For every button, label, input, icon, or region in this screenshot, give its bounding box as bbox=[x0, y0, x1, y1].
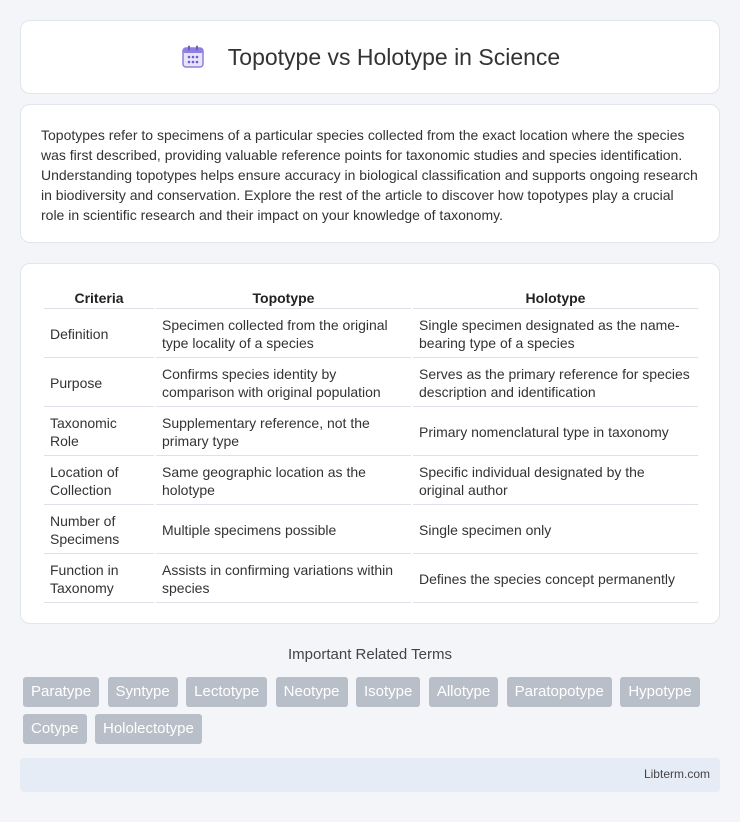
intro-text: Topotypes refer to specimens of a particular species collected from the exact location where the species was first described, providing valuable reference points for taxonomic studies and species identification. Understanding topotypes helps ensure accuracy in biological classification and supports ongoing research in biodiversity and conservation. Explore the rest of the article to discover how topotypes play a crucial role in scientific research and their impact on your knowledge of taxonomy. bbox=[41, 127, 698, 223]
cell-topotype: Multiple specimens possible bbox=[156, 507, 411, 554]
table-row bbox=[44, 556, 698, 603]
cell-criteria: Number of Specimens bbox=[44, 507, 154, 554]
cell-holotype: Defines the species concept permanently bbox=[413, 556, 698, 603]
cell-criteria: Purpose bbox=[44, 360, 154, 407]
table-row bbox=[44, 507, 698, 554]
cell-holotype: Primary nomenclatural type in taxonomy bbox=[413, 409, 698, 456]
tag-hypotype[interactable]: Hypotype bbox=[620, 677, 699, 707]
tag-allotype[interactable]: Allotype bbox=[429, 677, 498, 707]
cell-topotype: Supplementary reference, not the primary type bbox=[156, 409, 411, 456]
footer-site-link[interactable]: Libterm.com bbox=[643, 767, 710, 781]
tag-paratopotype[interactable]: Paratopotype bbox=[507, 677, 612, 707]
header-card bbox=[20, 20, 720, 94]
footer bbox=[20, 758, 720, 792]
table-row bbox=[44, 409, 698, 456]
cell-topotype: Specimen collected from the original type locality of a species bbox=[156, 311, 411, 358]
cell-topotype: Confirms species identity by comparison with original population bbox=[156, 360, 411, 407]
cell-criteria: Taxonomic Role bbox=[44, 409, 154, 456]
header-criteria: Criteria bbox=[44, 286, 154, 309]
cell-criteria: Function in Taxonomy bbox=[44, 556, 154, 603]
cell-holotype: Serves as the primary reference for species description and identification bbox=[413, 360, 698, 407]
tag-isotype[interactable]: Isotype bbox=[356, 677, 420, 707]
intro-card bbox=[20, 104, 720, 243]
tag-syntype[interactable]: Syntype bbox=[108, 677, 178, 707]
page-title: Topotype vs Holotype in Science bbox=[227, 43, 561, 70]
header-topotype: Topotype bbox=[156, 286, 411, 309]
cell-holotype: Single specimen only bbox=[413, 507, 698, 554]
cell-criteria: Definition bbox=[44, 311, 154, 358]
tag-hololectotype[interactable]: Hololectotype bbox=[95, 714, 202, 744]
comparison-card bbox=[20, 263, 720, 624]
cell-criteria: Location of Collection bbox=[44, 458, 154, 505]
cell-topotype: Assists in confirming variations within species bbox=[156, 556, 411, 603]
tag-paratype[interactable]: Paratype bbox=[23, 677, 99, 707]
calendar-icon bbox=[180, 44, 206, 70]
cell-topotype: Same geographic location as the holotype bbox=[156, 458, 411, 505]
tag-neotype[interactable]: Neotype bbox=[276, 677, 348, 707]
table-row bbox=[44, 311, 698, 358]
tag-cotype[interactable]: Cotype bbox=[23, 714, 87, 744]
cell-holotype: Specific individual designated by the original author bbox=[413, 458, 698, 505]
related-terms-title: Important Related Terms bbox=[288, 646, 452, 663]
related-terms-list bbox=[23, 677, 723, 751]
header-holotype: Holotype bbox=[413, 286, 698, 309]
cell-holotype: Single specimen designated as the name-bearing type of a species bbox=[413, 311, 698, 358]
table-row bbox=[44, 458, 698, 505]
comparison-table bbox=[42, 284, 700, 605]
table-header-row bbox=[44, 286, 698, 309]
table-row bbox=[44, 360, 698, 407]
tag-lectotype[interactable]: Lectotype bbox=[186, 677, 267, 707]
